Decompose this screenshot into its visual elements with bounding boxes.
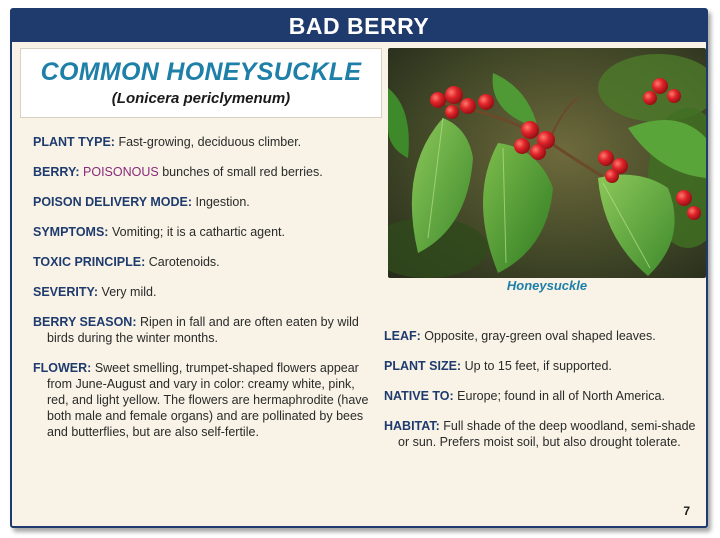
entry-text: Very mild. — [101, 285, 157, 299]
entry-symptoms — [33, 224, 378, 240]
info-card — [10, 8, 708, 528]
honeysuckle-illustration — [388, 48, 706, 278]
title-box — [20, 48, 382, 118]
entry-label: SEVERITY: — [33, 285, 99, 299]
entry-label: BERRY: — [33, 165, 80, 179]
entry-label: SYMPTOMS: — [33, 225, 109, 239]
entry-text: Fast-growing, deciduous climber. — [118, 135, 302, 149]
entry-label: LEAF: — [384, 329, 421, 343]
page-number: 7 — [683, 504, 690, 518]
banner-title: BAD BERRY — [12, 10, 706, 42]
poisonous-label: POISONOUS — [83, 165, 159, 179]
entry-leaf — [384, 328, 700, 344]
entry-text: Up to 15 feet, if supported. — [464, 359, 612, 373]
entry-label: NATIVE TO: — [384, 389, 454, 403]
left-column — [33, 134, 378, 454]
entry-toxic-principle — [33, 254, 378, 270]
entry-flower — [33, 360, 378, 440]
entry-label: TOXIC PRINCIPLE: — [33, 255, 146, 269]
scientific-name: (Lonicera periclymenum) — [111, 90, 291, 107]
entry-text: Carotenoids. — [148, 255, 220, 269]
entry-poison-delivery — [33, 194, 378, 210]
entry-text: Full shade of the deep woodland, semi-shade or sun. Prefers moist soil, but also drought tolerate. — [398, 419, 696, 449]
right-column — [384, 328, 700, 464]
entry-label: BERRY SEASON: — [33, 315, 137, 329]
entry-severity — [33, 284, 378, 300]
entry-text: Ripen in fall and are often eaten by wild birds during the winter months. — [47, 315, 359, 345]
entry-text: Europe; found in all of North America. — [457, 389, 665, 403]
photo-caption: Honeysuckle — [506, 278, 588, 293]
honeysuckle-photo — [388, 48, 706, 278]
entry-text: Opposite, gray-green oval shaped leaves. — [424, 329, 656, 343]
entry-label: PLANT TYPE: — [33, 135, 115, 149]
entry-label: FLOWER: — [33, 361, 92, 375]
entry-label: PLANT SIZE: — [384, 359, 462, 373]
entry-text: bunches of small red berries. — [162, 165, 323, 179]
entry-text: Sweet smelling, trumpet-shaped flowers appear from June-August and vary in color: creamy white, pink, red, and light yellow. The flowers are hermaphrodite (have both male and female organs) and are pollinated by bees and butterflies, but are also self-fertile. — [47, 361, 369, 439]
entry-label: POISON DELIVERY MODE: — [33, 195, 193, 209]
entry-native-to — [384, 388, 700, 404]
entry-plant-type — [33, 134, 378, 150]
entry-text: Ingestion. — [195, 195, 250, 209]
entry-berry — [33, 164, 378, 180]
entry-habitat — [384, 418, 700, 450]
entry-text: Vomiting; it is a cathartic agent. — [111, 225, 285, 239]
common-name: COMMON HONEYSUCKLE — [40, 58, 362, 86]
entry-label: HABITAT: — [384, 419, 440, 433]
entry-plant-size — [384, 358, 700, 374]
entry-berry-season — [33, 314, 378, 346]
